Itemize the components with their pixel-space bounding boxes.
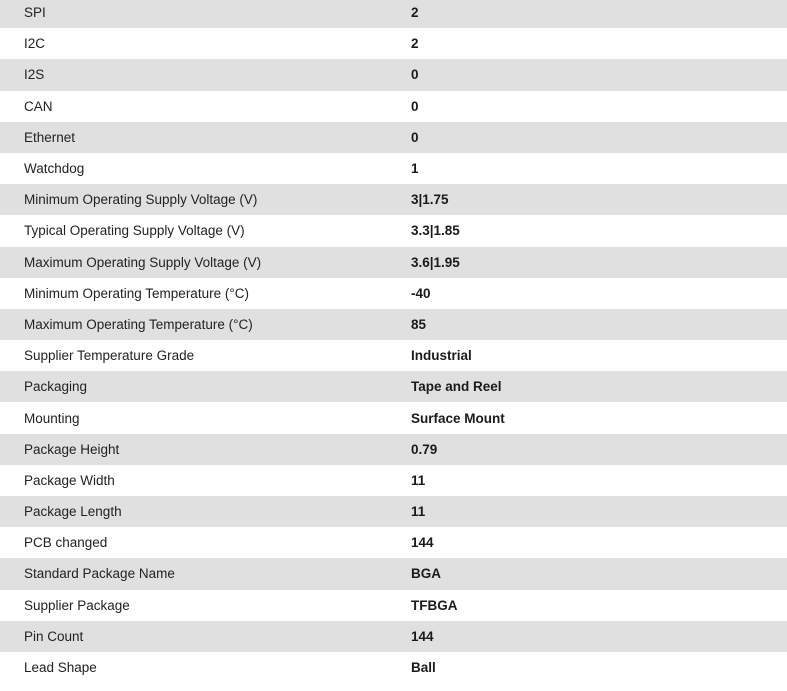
spec-row-max-supply-voltage: [0, 247, 787, 278]
spec-label: Maximum Operating Temperature (°C): [0, 309, 411, 340]
spec-value: 85: [411, 309, 787, 340]
spec-row-pcb-changed: [0, 527, 787, 558]
spec-value: 3.6|1.95: [411, 247, 787, 278]
spec-row-mounting: [0, 402, 787, 433]
spec-label: Ethernet: [0, 122, 411, 153]
spec-label: PCB changed: [0, 527, 411, 558]
spec-row-typ-supply-voltage: [0, 215, 787, 246]
spec-label: Packaging: [0, 371, 411, 402]
spec-value: 3.3|1.85: [411, 215, 787, 246]
spec-row-package-height: [0, 434, 787, 465]
spec-value: 0.79: [411, 434, 787, 465]
spec-value: 2: [411, 0, 787, 28]
spec-label: Minimum Operating Temperature (°C): [0, 278, 411, 309]
spec-value: 0: [411, 122, 787, 153]
spec-label: I2S: [0, 59, 411, 90]
spec-row-pin-count: [0, 621, 787, 652]
spec-row-i2c: [0, 28, 787, 59]
spec-row-spi: [0, 0, 787, 28]
spec-label: Standard Package Name: [0, 558, 411, 589]
spec-row-supplier-package: [0, 590, 787, 621]
spec-value: 0: [411, 59, 787, 90]
spec-label: I2C: [0, 28, 411, 59]
spec-label: Minimum Operating Supply Voltage (V): [0, 184, 411, 215]
spec-label: Supplier Package: [0, 590, 411, 621]
spec-value: 144: [411, 527, 787, 558]
spec-value: Tape and Reel: [411, 371, 787, 402]
spec-row-i2s: [0, 59, 787, 90]
spec-row-ethernet: [0, 122, 787, 153]
spec-label: Package Width: [0, 465, 411, 496]
spec-value: 0: [411, 91, 787, 122]
spec-value: BGA: [411, 558, 787, 589]
spec-value: -40: [411, 278, 787, 309]
spec-label: Package Length: [0, 496, 411, 527]
spec-value: 11: [411, 465, 787, 496]
spec-label: Pin Count: [0, 621, 411, 652]
spec-value: Industrial: [411, 340, 787, 371]
spec-label: Maximum Operating Supply Voltage (V): [0, 247, 411, 278]
spec-value: 2: [411, 28, 787, 59]
spec-value: 11: [411, 496, 787, 527]
spec-value: TFBGA: [411, 590, 787, 621]
spec-label: Mounting: [0, 402, 411, 433]
spec-row-min-supply-voltage: [0, 184, 787, 215]
spec-value: Ball: [411, 652, 787, 683]
spec-label: Supplier Temperature Grade: [0, 340, 411, 371]
spec-row-packaging: [0, 371, 787, 402]
spec-label: SPI: [0, 0, 411, 28]
spec-value: 1: [411, 153, 787, 184]
spec-label: Package Height: [0, 434, 411, 465]
spec-row-min-temperature: [0, 278, 787, 309]
spec-row-watchdog: [0, 153, 787, 184]
spec-label: CAN: [0, 91, 411, 122]
spec-value: Surface Mount: [411, 402, 787, 433]
spec-row-temperature-grade: [0, 340, 787, 371]
spec-label: Typical Operating Supply Voltage (V): [0, 215, 411, 246]
spec-row-package-width: [0, 465, 787, 496]
spec-row-package-length: [0, 496, 787, 527]
spec-row-can: [0, 91, 787, 122]
spec-label: Lead Shape: [0, 652, 411, 683]
spec-value: 144: [411, 621, 787, 652]
spec-label: Watchdog: [0, 153, 411, 184]
spec-row-lead-shape: [0, 652, 787, 683]
spec-value: 3|1.75: [411, 184, 787, 215]
spec-row-standard-package-name: [0, 558, 787, 589]
spec-row-max-temperature: [0, 309, 787, 340]
